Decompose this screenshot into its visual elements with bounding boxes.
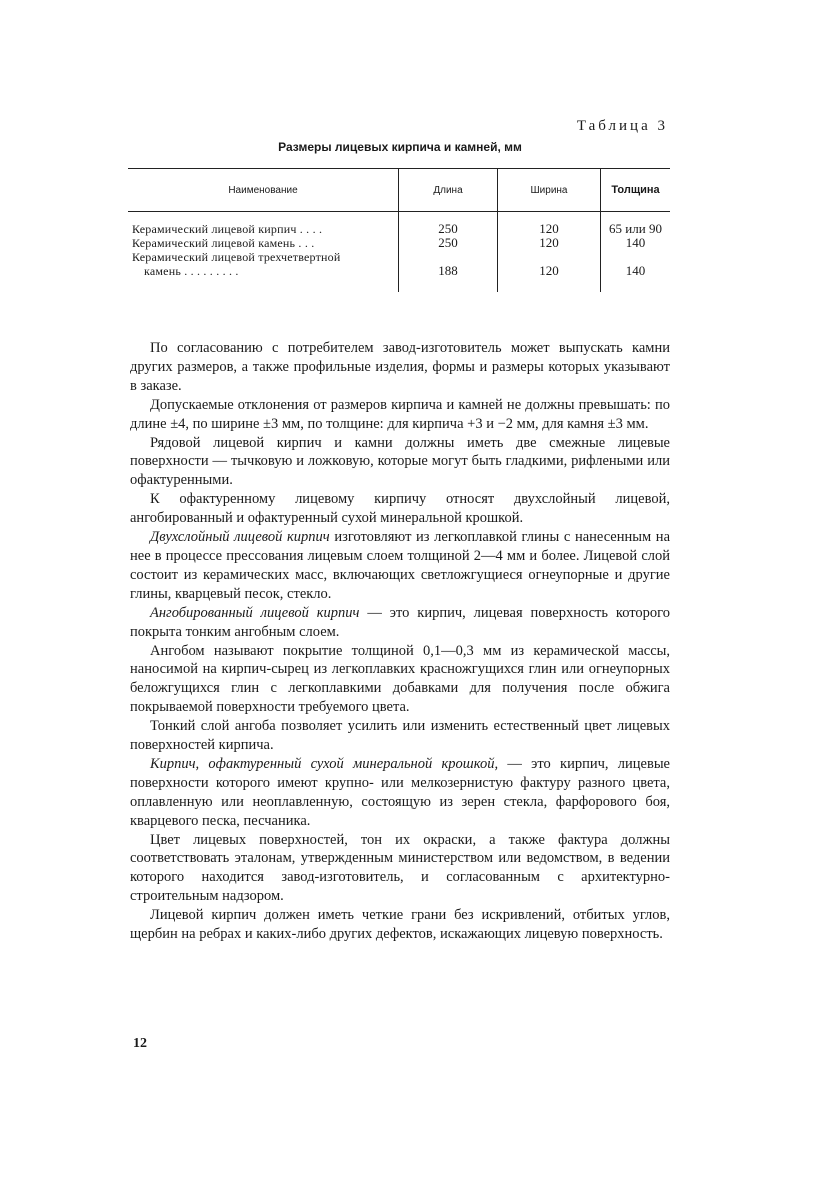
dimensions-table bbox=[128, 168, 670, 292]
paragraph: К офактуренному лицевому кирпичу относят двухслойный лицевой, ангобированный и офактуренный сухой минеральной крошкой. bbox=[130, 491, 670, 527]
header-width: Ширина bbox=[498, 169, 601, 212]
row-length: 250 bbox=[399, 212, 498, 237]
table-number-label: Таблица 3 bbox=[576, 118, 668, 134]
paragraph-term: Ангобированный лицевой кирпич bbox=[150, 604, 360, 621]
paragraph bbox=[130, 528, 670, 604]
paragraph: Цвет лицевых поверхностей, тон их окраски, а также фактура должны соответствовать эталонам, утвержденным министерством или ведомством, в ведении которого находится завод-изготовитель, и согласованным с архитектурно-строительным надзором. bbox=[130, 831, 670, 905]
body-text bbox=[130, 339, 670, 944]
paragraph-term: Кирпич, офактуренный сухой минеральной крошкой, bbox=[150, 755, 499, 772]
row-name: Керамический лицевой камень . . . bbox=[132, 236, 315, 250]
row-width: 120 bbox=[498, 212, 601, 237]
row-length: 188 bbox=[399, 250, 498, 292]
paragraph-rest: — это кирпич, лицевые поверхности которого имеют крупно- или мелкозернистую фактуру разного цвета, оплавленную или неоплавленную, состоящую из зерен стекла, фарфорового боя, кварцевого песка, песчаника. bbox=[130, 755, 670, 829]
header-length: Длина bbox=[399, 169, 498, 212]
page-number: 12 bbox=[133, 1036, 147, 1051]
paragraph bbox=[130, 755, 670, 831]
paragraph: Ангобом называют покрытие толщиной 0,1—0,3 мм из керамической массы, наносимой на кирпич-сырец из легкоплавких красножгущихся глин или огнеупорных беложгущихся глин с легкоплавкими добавками для получения после обжига покрываемой поверхности требуемого цвета. bbox=[130, 642, 670, 716]
paragraph: Лицевой кирпич должен иметь четкие грани без искривлений, отбитых углов, щербин на ребрах и каких-либо других дефектов, искажающих лицевую поверхность. bbox=[130, 907, 670, 943]
row-thickness: 65 или 90 bbox=[601, 212, 671, 237]
paragraph: По согласованию с потребителем завод-изготовитель может выпускать камни других размеров, а также профильные изделия, формы и размеры которых указывают в заказе. bbox=[130, 340, 670, 394]
paragraph: Тонкий слой ангоба позволяет усилить или изменить естественный цвет лицевых поверхностей кирпича. bbox=[130, 718, 670, 754]
table-row bbox=[128, 236, 670, 250]
row-name: Керамический лицевой кирпич . . . . bbox=[132, 222, 323, 236]
paragraph-term: Двухслойный лицевой кирпич bbox=[150, 529, 330, 546]
row-thickness: 140 bbox=[601, 236, 671, 250]
row-width: 120 bbox=[498, 250, 601, 292]
row-thickness: 140 bbox=[601, 250, 671, 292]
table-caption: Размеры лицевых кирпича и камней, мм bbox=[278, 140, 522, 154]
table-row bbox=[128, 212, 670, 237]
header-thickness: Толщина bbox=[601, 169, 671, 212]
paragraph: Допускаемые отклонения от размеров кирпича и камней не должны превышать: по длине ±4, по ширине ±3 мм, по толщине: для кирпича +3 и −2 мм, для камня ±3 мм. bbox=[130, 396, 670, 432]
row-name-line2: камень . . . . . . . . . bbox=[144, 264, 239, 278]
row-width: 120 bbox=[498, 236, 601, 250]
paragraph-rest: изготовляют из легкоплавкой глины с нанесенным на нее в процессе прессования лицевым слоем толщиной 2—4 мм и более. Лицевой слой состоит из керамических масс, включающих светложгущиеся огнеупорные и другие глины, кварцевый песок, стекло. bbox=[130, 529, 670, 602]
paragraph: Рядовой лицевой кирпич и камни должны иметь две смежные лицевые поверхности — тычковую и ложковую, которые могут быть гладкими, рифлеными или офактуренными. bbox=[130, 434, 670, 489]
paragraph-rest: — это кирпич, лицевая поверхность которого покрыта тонким ангобным слоем. bbox=[130, 604, 671, 640]
row-length: 250 bbox=[399, 236, 498, 250]
row-name bbox=[128, 250, 399, 292]
header-name: Наименование bbox=[128, 169, 399, 212]
table-row bbox=[128, 250, 670, 292]
table-header-row bbox=[128, 169, 670, 212]
paragraph bbox=[130, 604, 670, 642]
row-name-line1: Керамический лицевой трехчетвертной bbox=[132, 250, 341, 264]
